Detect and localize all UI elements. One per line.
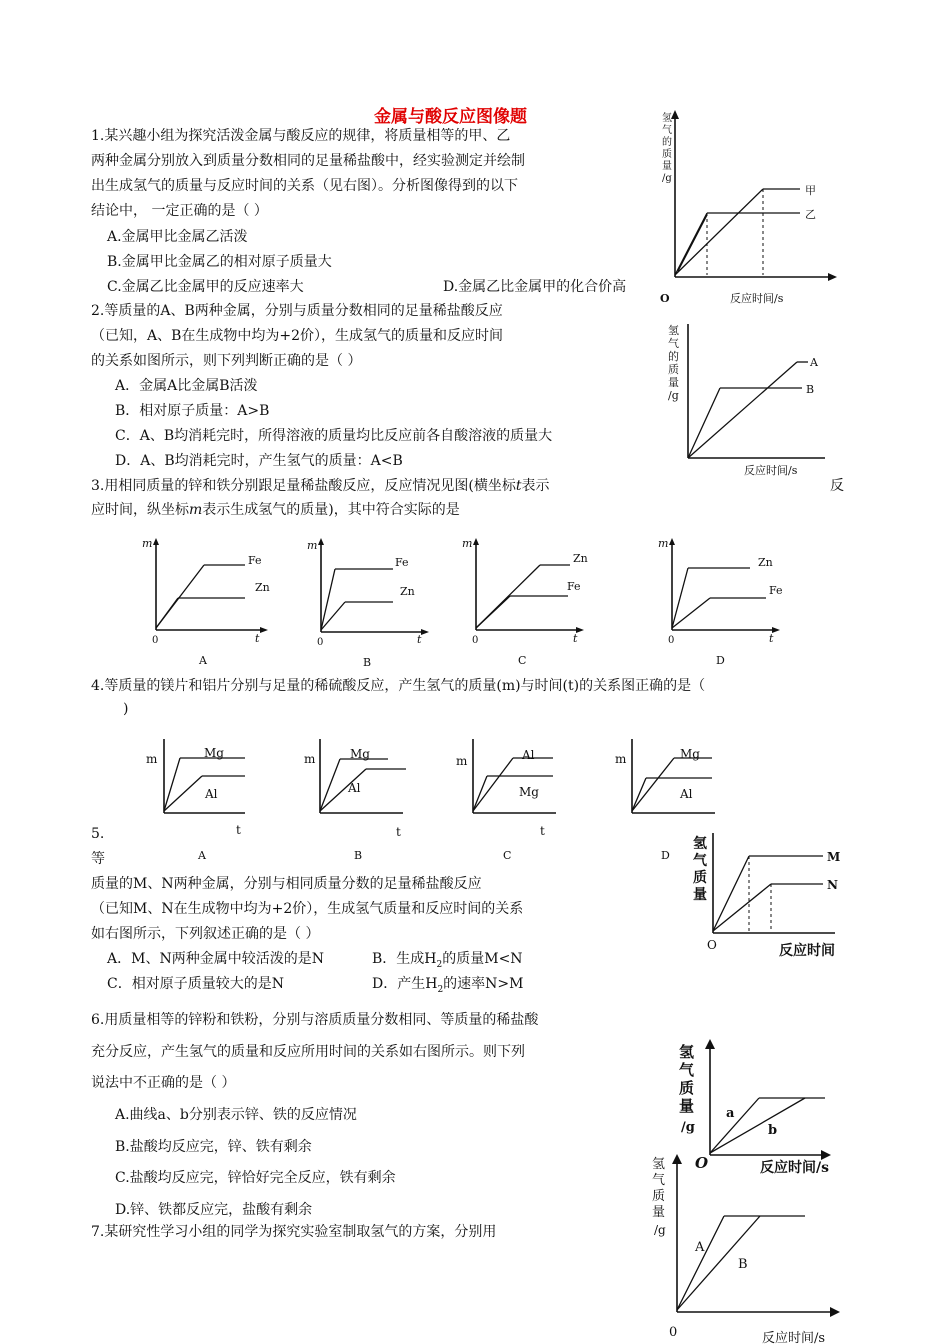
q4c-bottom-series: Mg: [519, 785, 539, 799]
q5-y-label-3: 质: [693, 870, 707, 886]
q7-line-1: 7.某研究性学习小组的同学为探究实验室制取氢气的方案，分别用: [91, 1224, 497, 1240]
q1-y-label-1: 氢: [662, 113, 672, 124]
q3c-origin: 0: [472, 635, 479, 646]
q4-line-1: 4.等质量的镁片和铝片分别与足量的稀硫酸反应，产生氢气的质量(m)与时间(t)的关系图正确的是（: [91, 678, 706, 694]
q3-line-1-a: 3.用相同质量的锌和铁分别跟足量稀盐酸反应，反应情况见图(横坐标: [91, 478, 516, 494]
q2-line-2: （已知，A、B在生成物中均为+2价），生成氢气的质量和反应时间: [91, 328, 504, 344]
q5-series-n: N: [827, 878, 838, 892]
q2-series-b: B: [806, 383, 815, 396]
q3d-top-series: Zn: [758, 556, 773, 569]
q3-line-1-end: 反: [830, 478, 844, 494]
q7-y-label-5: /g: [654, 1223, 666, 1237]
q4-graph-a: [140, 735, 280, 865]
q3c-bottom-series: Fe: [567, 580, 581, 593]
q4b-choice-label: B: [354, 849, 363, 862]
q7-graph: [640, 1150, 850, 1344]
q6-origin: O: [695, 1154, 709, 1172]
q2-option-c: C．A、B均消耗完时，所得溶液的质量均比反应前各自酸溶液的质量大: [115, 428, 553, 444]
q5-x-label: 反应时间: [779, 943, 835, 959]
q2-option-a: A．金属A比金属B活泼: [115, 378, 258, 394]
q6-series-a: a: [726, 1106, 735, 1121]
q6-y-label-5: /g: [681, 1120, 695, 1135]
q1-line-1: 1.某兴趣小组为探究活泼金属与酸反应的规律，将质量相等的甲、乙: [91, 128, 511, 144]
q5-series-m: M: [827, 850, 841, 864]
q4a-choice-label: A: [198, 849, 206, 862]
q1-line-3: 出生成氢气的质量与反应时间的关系（见右图）。分析图像得到的以下: [91, 178, 518, 194]
q7-x-label: 反应时间/s: [762, 1331, 826, 1344]
q3-graph-d: [656, 535, 796, 670]
q4a-top-series: Mg: [204, 746, 224, 760]
page-title: 金属与酸反应图像题: [374, 107, 527, 127]
q4c-choice-label: C: [503, 849, 512, 862]
q3d-origin: 0: [668, 635, 675, 646]
q4d-y-axis: m: [615, 752, 627, 766]
q3b-top-series: Fe: [395, 556, 409, 569]
q1-origin: O: [660, 292, 670, 305]
q3c-y-axis: m: [462, 537, 473, 550]
q7-y-label-2: 气: [652, 1173, 666, 1188]
q1-option-d: D.金属乙比金属甲的化合价高: [443, 279, 627, 295]
q6-x-label: 反应时间/s: [760, 1160, 829, 1176]
q3a-top-series: Fe: [248, 554, 262, 567]
q7-origin: 0: [669, 1325, 678, 1340]
q3b-y-axis: m: [307, 539, 318, 552]
q3-line-1: [91, 476, 549, 496]
q5-option-b: [372, 949, 523, 975]
q4d-choice-label: D: [661, 849, 670, 862]
q2-x-label: 反应时间/s: [744, 464, 798, 477]
q1-y-label-6: /g: [662, 173, 672, 184]
q7-y-label-1: 氢: [652, 1157, 666, 1172]
q3-line-2: [91, 500, 460, 520]
q6-option-b: B.盐酸均反应完，锌、铁有剩余: [115, 1139, 312, 1155]
q3d-x-axis: t: [769, 632, 774, 645]
q3-line-1-t: t: [515, 478, 522, 494]
q3c-top-series: Zn: [573, 552, 588, 565]
q3a-y-axis: m: [142, 537, 153, 550]
q5-option-a: A．M、N两种金属中较活泼的是N: [107, 951, 324, 967]
q2-line-3: 的关系如图所示，则下列判断正确的是（ ）: [91, 353, 362, 369]
q2-y-label-1: 氢: [668, 324, 679, 337]
q3b-origin: 0: [317, 637, 324, 648]
q6-line-3: 说法中不正确的是（ ）: [91, 1075, 236, 1091]
q5-y-label-4: 量: [693, 887, 707, 903]
q4-graph-c: [453, 735, 593, 865]
q3a-origin: 0: [152, 635, 159, 646]
q4a-x-axis: t: [236, 823, 241, 837]
q5-deng: 等: [91, 851, 105, 867]
q4c-x-axis: t: [540, 824, 545, 838]
q5-option-b-a: B．生成H: [372, 951, 437, 967]
q6-series-b: b: [768, 1123, 778, 1138]
q3a-x-axis: t: [255, 632, 260, 645]
q3-line-2-a: 应时间，纵坐标: [91, 502, 189, 518]
q1-line-4: 结论中， 一定正确的是（ ）: [91, 203, 268, 219]
q3-graph-a: [140, 535, 280, 670]
q3d-choice-label: D: [716, 654, 725, 667]
q2-y-label-4: 质: [668, 363, 679, 376]
q1-y-label-5: 量: [662, 161, 672, 172]
q3a-bottom-series: Zn: [255, 581, 270, 594]
q4c-top-series: Al: [522, 748, 535, 762]
q5-y-label-2: 气: [693, 853, 707, 869]
q5-option-b-sub: 2: [436, 959, 443, 970]
q6-line-1: 6.用质量相等的锌粉和铁粉，分别与溶质质量分数相同、等质量的稀盐酸: [91, 1012, 539, 1028]
q4b-top-series: Mg: [350, 747, 370, 761]
q4b-y-axis: m: [304, 752, 316, 766]
q1-series-jia: 甲: [805, 184, 816, 197]
q3-line-1-b: 表示: [521, 478, 550, 494]
q1-series-yi: 乙: [805, 208, 816, 221]
q1-graph: [650, 105, 850, 310]
q6-line-2: 充分反应，产生氢气的质量和反应所用时间的关系如右图所示。则下列: [91, 1044, 525, 1060]
q4a-bottom-series: Al: [205, 787, 218, 801]
q5-option-d-a: D．产生H: [372, 976, 438, 992]
q3c-choice-label: C: [518, 654, 527, 667]
q5-line-1: 质量的M、N两种金属，分别与相同质量分数的足量稀盐酸反应: [91, 876, 482, 892]
q5-option-b-b: 的质量M<N: [442, 951, 523, 967]
q3-line-2-m: m: [189, 502, 203, 518]
q4c-y-axis: m: [456, 754, 468, 768]
q5-number: 5.: [91, 826, 105, 842]
q5-line-2: （已知M、N在生成物中均为+2价），生成氢气质量和反应时间的关系: [91, 901, 524, 917]
q7-y-label-4: 量: [652, 1205, 666, 1220]
q2-y-label-6: /g: [668, 389, 679, 402]
q5-option-c: C．相对原子质量较大的是N: [107, 976, 284, 992]
q2-graph: [660, 320, 840, 480]
q3a-choice-label: A: [199, 654, 207, 667]
q6-option-d: D.锌、铁都反应完，盐酸有剩余: [115, 1202, 313, 1218]
q4d-bottom-series: Al: [680, 787, 693, 801]
q3d-bottom-series: Fe: [769, 584, 783, 597]
q4a-y-axis: m: [146, 752, 158, 766]
q7-y-label-3: 质: [652, 1189, 666, 1204]
q6-y-label-2: 气: [679, 1061, 695, 1079]
q3-line-2-b: 表示生成氢气的质量)，其中符合实际的是: [202, 502, 460, 518]
q5-option-d: [372, 974, 524, 1000]
q1-option-c: C.金属乙比金属甲的反应速率大: [107, 279, 304, 295]
q3c-x-axis: t: [573, 632, 578, 645]
q1-y-label-3: 的: [662, 137, 672, 148]
q3-graph-c: [460, 535, 600, 670]
q2-y-label-2: 气: [668, 337, 679, 350]
q3b-bottom-series: Zn: [400, 585, 415, 598]
q1-y-label-4: 质: [662, 149, 672, 160]
q4b-bottom-series: Al: [348, 781, 361, 795]
q3b-x-axis: t: [417, 633, 422, 646]
q2-y-label-5: 量: [668, 376, 679, 389]
q2-line-1: 2.等质量的A、B两种金属，分别与质量分数相同的足量稀盐酸反应: [91, 303, 503, 319]
q1-option-b: B.金属甲比金属乙的相对原子质量大: [107, 254, 332, 270]
q5-line-3: 如右图所示，下列叙述正确的是（ ）: [91, 926, 320, 942]
q4d-top-series: Mg: [680, 747, 700, 761]
q3d-y-axis: m: [658, 537, 669, 550]
q6-y-label-4: 量: [679, 1097, 695, 1115]
q7-series-b: B: [738, 1257, 748, 1272]
q5-origin: O: [707, 938, 717, 952]
q4-graph-b: [298, 735, 438, 865]
q6-option-a: A.曲线a、b分别表示锌、铁的反应情况: [115, 1107, 357, 1123]
q6-y-label-3: 质: [679, 1079, 695, 1097]
q1-option-a: A.金属甲比金属乙活泼: [107, 229, 248, 245]
q2-y-label-3: 的: [668, 350, 679, 363]
q3-graph-b: [305, 535, 445, 670]
q5-graph: [685, 825, 855, 965]
q4-line-2: ): [123, 701, 129, 717]
q3b-choice-label: B: [363, 656, 372, 669]
q6-option-c: C.盐酸均反应完，锌恰好完全反应，铁有剩余: [115, 1170, 396, 1186]
q1-x-label: 反应时间/s: [730, 292, 784, 305]
q1-line-2: 两种金属分别放入到质量分数相同的足量稀盐酸中，经实验测定并绘制: [91, 153, 525, 169]
q4b-x-axis: t: [396, 825, 401, 839]
q1-y-label-2: 气: [662, 125, 672, 136]
q5-y-label-1: 氢: [693, 836, 707, 852]
q2-series-a: A: [810, 356, 818, 369]
q7-series-a: A: [695, 1240, 705, 1255]
q2-option-d: D．A、B均消耗完时，产生氢气的质量：A<B: [115, 453, 403, 469]
q5-option-d-sub: 2: [437, 984, 444, 995]
q6-y-label-1: 氢: [679, 1043, 695, 1061]
q2-option-b: B．相对原子质量：A>B: [115, 403, 270, 419]
q5-option-d-b: 的速率N>M: [443, 976, 524, 992]
